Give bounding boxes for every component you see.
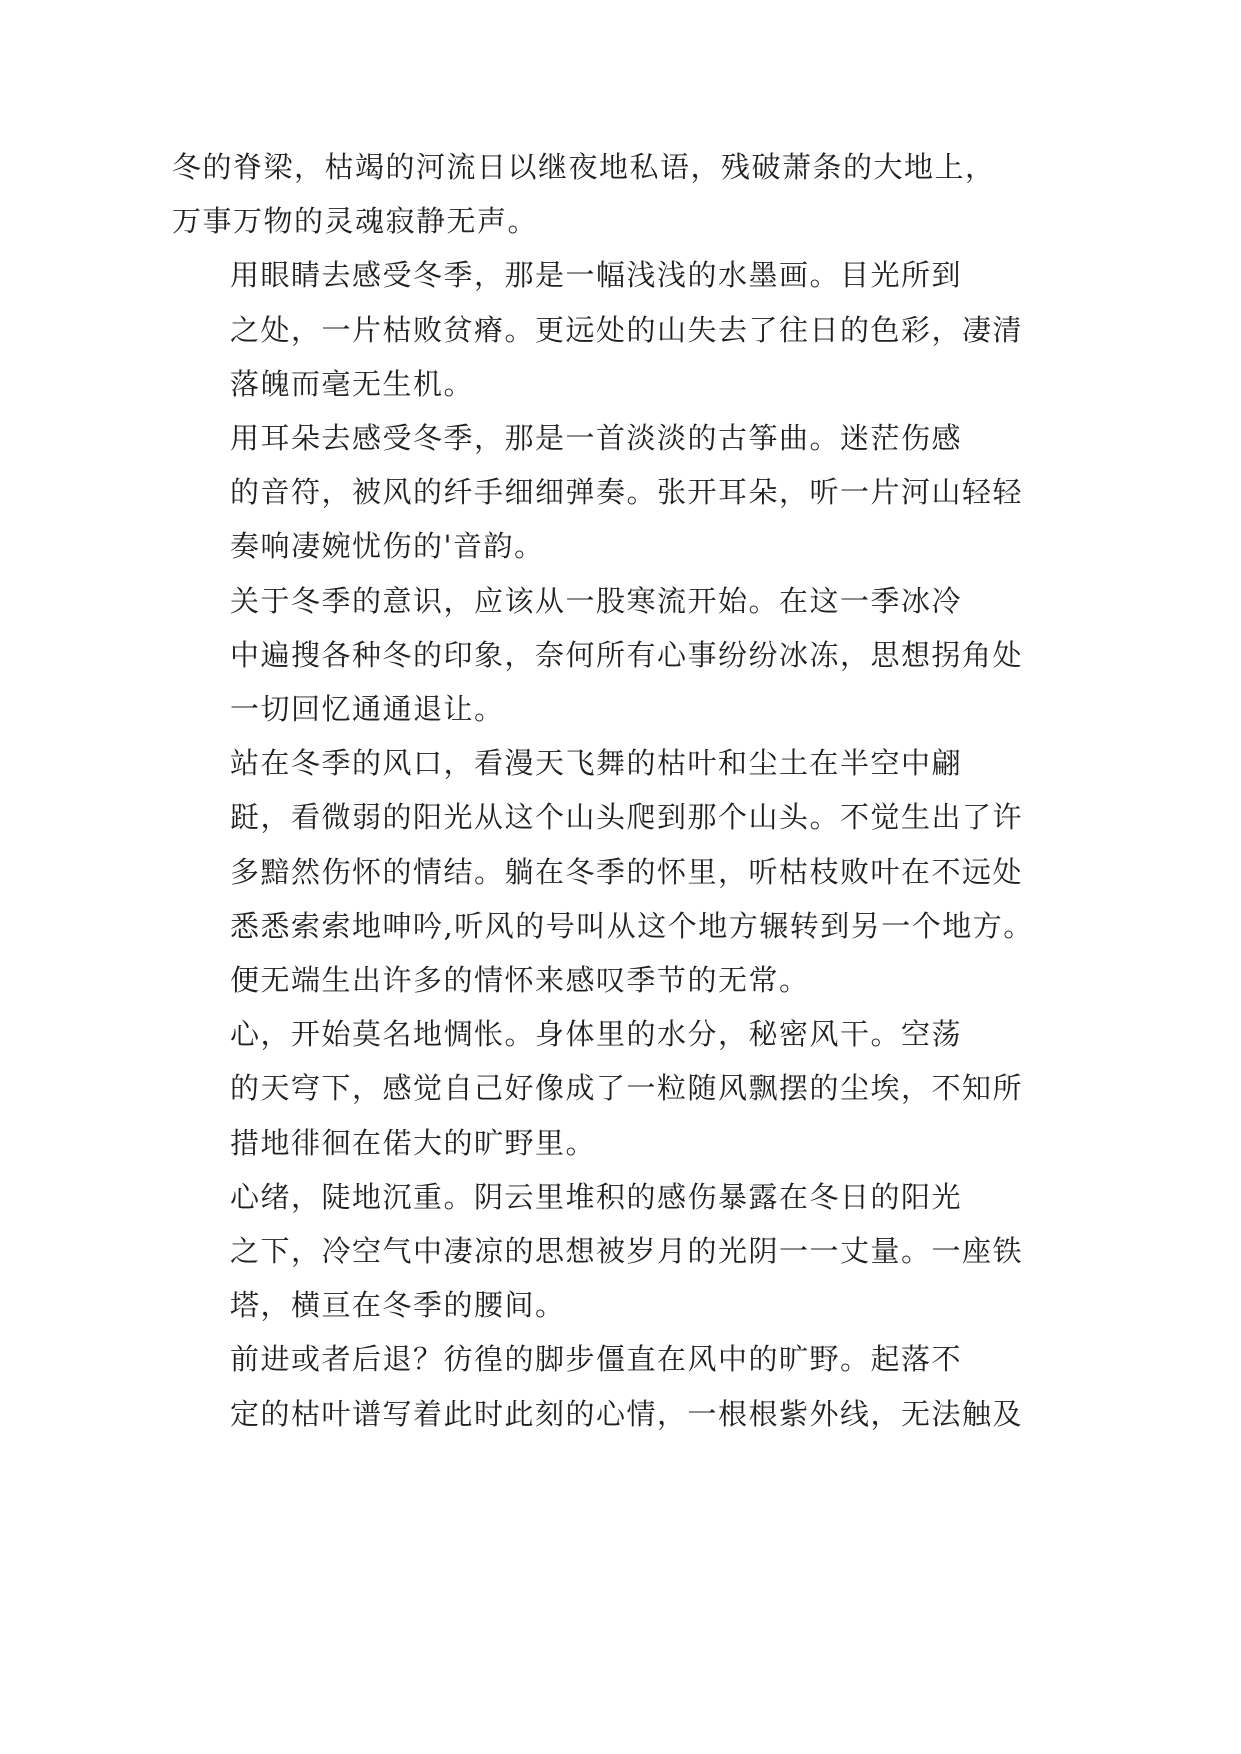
text-line: 措地徘徊在偌大的旷野里。 <box>230 1125 597 1160</box>
text-line: 悉悉索索地呻吟,听风的号叫从这个地方辗转到另一个地方。 <box>230 908 1034 943</box>
text-line: 多黯然伤怀的情结。躺在冬季的怀里，听枯枝败叶在不远处 <box>230 854 1024 889</box>
paragraph <box>172 411 1024 574</box>
paragraph <box>172 1170 1024 1333</box>
text-line: 定的枯叶谱写着此时此刻的心情，一根根紫外线，无法触及 <box>230 1396 1024 1431</box>
text-line: 之处，一片枯败贫瘠。更远处的山失去了往日的色彩，凄清 <box>230 312 1024 347</box>
text-line: 的天穹下，感觉自己好像成了一粒随风飘摆的尘埃，不知所 <box>230 1071 1024 1106</box>
text-line: 之下，冷空气中凄凉的思想被岁月的光阴一一丈量。一座铁 <box>230 1234 1024 1269</box>
text-line: 塔，横亘在冬季的腰间。 <box>230 1288 566 1323</box>
text-line: 前进或者后退？彷徨的脚步僵直在风中的旷野。起落不 <box>230 1342 963 1377</box>
text-line: 便无端生出许多的情怀来感叹季节的无常。 <box>230 963 810 998</box>
paragraph <box>172 574 1024 737</box>
paragraph <box>172 140 996 248</box>
text-line: 用耳朵去感受冬季，那是一首淡淡的古筝曲。迷茫伤感 <box>230 421 963 456</box>
text-line: 心，开始莫名地惆怅。身体里的水分，秘密风干。空荡 <box>230 1017 963 1052</box>
text-line: 关于冬季的意识，应该从一股寒流开始。在这一季冰冷 <box>230 583 963 618</box>
text-line: 跹，看微弱的阳光从这个山头爬到那个山头。不觉生出了许 <box>230 800 1024 835</box>
paragraph <box>172 1007 1024 1170</box>
text-line: 万事万物的灵魂寂静无声。 <box>172 204 539 239</box>
text-line: 用眼睛去感受冬季，那是一幅浅浅的水墨画。目光所到 <box>230 258 963 293</box>
text-line: 奏响凄婉忧伤的'音韵。 <box>230 529 545 564</box>
paragraph <box>172 1332 1024 1440</box>
paragraph <box>172 736 1034 1007</box>
text-line: 站在冬季的风口，看漫天飞舞的枯叶和尘土在半空中翩 <box>230 746 963 781</box>
text-line: 落魄而毫无生机。 <box>230 366 475 401</box>
text-line: 冬的脊梁，枯竭的河流日以继夜地私语，残破萧条的大地上， <box>172 150 996 184</box>
text-line: 的音符，被风的纤手细细弹奏。张开耳朵，听一片河山轻轻 <box>230 475 1024 510</box>
text-line: 心绪，陡地沉重。阴云里堆积的感伤暴露在冬日的阳光 <box>230 1179 963 1214</box>
text-line: 一切回忆通通退让。 <box>230 692 505 727</box>
document-body <box>172 140 1034 1441</box>
text-line: 中遍搜各种冬的印象，奈何所有心事纷纷冰冻，思想拐角处 <box>230 637 1024 672</box>
paragraph <box>172 248 1024 411</box>
